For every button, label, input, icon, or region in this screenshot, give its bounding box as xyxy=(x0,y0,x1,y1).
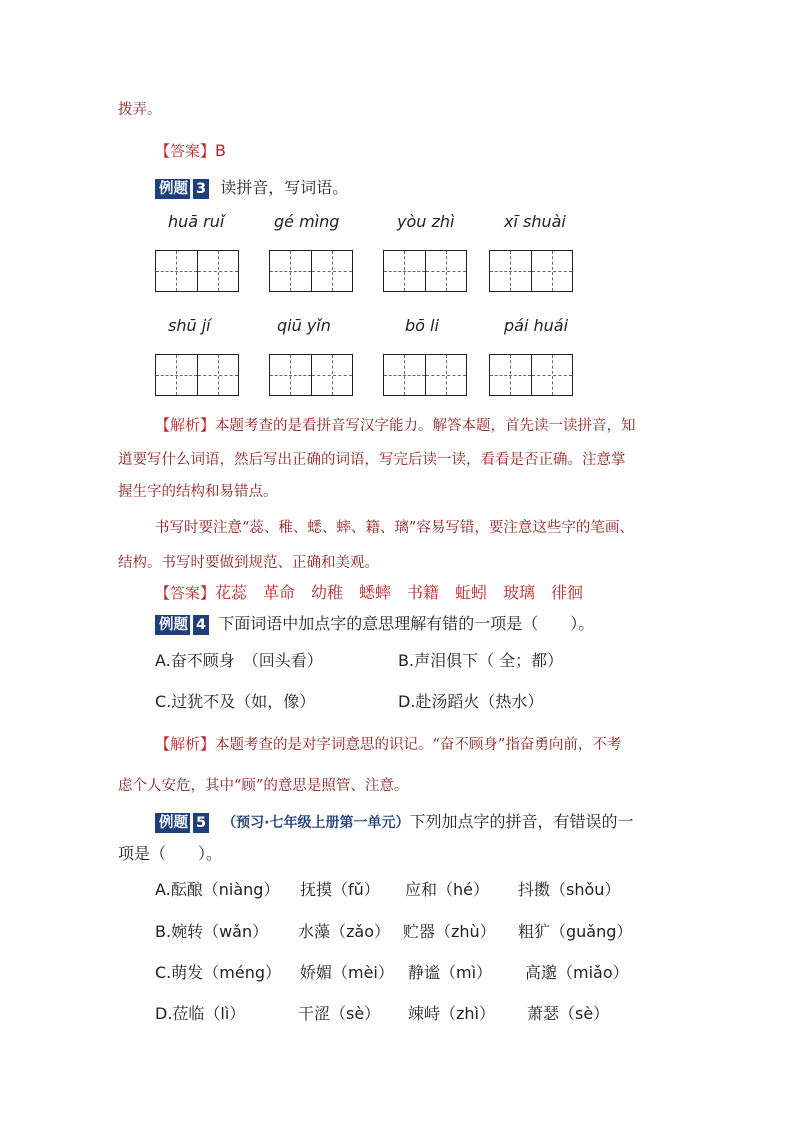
ex5-header xyxy=(155,809,634,833)
option-d-3: 竦峙（zhì） xyxy=(408,1004,495,1023)
writing-grid[interactable] xyxy=(155,354,239,396)
analysis-label: 【解析】 xyxy=(155,735,216,753)
ex3-analysis-line1: 【解析】本题考查的是看拼音写汉字能力。解答本题，首先读一读拼音，知 xyxy=(155,416,636,434)
question-text: 读拼音，写词语。 xyxy=(220,178,349,197)
answer-label: 【答案】 xyxy=(155,142,216,160)
ex4-analysis-line1: 【解析】本题考查的是对字词意思的识记。“奋不顾身”指奋勇向前，不考 xyxy=(155,735,622,753)
ex4-header xyxy=(155,611,594,635)
option-b-1[interactable]: B.婉转（wǎn） xyxy=(155,922,269,941)
ex4-analysis-line2: 虑个人安危，其中“顾”的意思是照管、注意。 xyxy=(118,778,409,794)
top-text: 拨弄。 xyxy=(118,102,162,118)
option-d-2: 干涩（sè） xyxy=(298,1004,381,1023)
option-c-2: 娇媚（mèi） xyxy=(300,963,394,982)
pinyin-7: bō li xyxy=(405,316,439,335)
option-a-3: 应和（hé） xyxy=(405,880,489,899)
option-b-4: 粗犷（guǎng） xyxy=(518,922,633,941)
writing-grid[interactable] xyxy=(269,354,353,396)
example-badge: 例题 5 xyxy=(155,813,209,833)
pinyin-1: huā ruǐ xyxy=(168,212,225,231)
option-d-1[interactable]: D.莅临（lì） xyxy=(155,1004,246,1023)
answer-label: 【答案】 xyxy=(155,584,216,602)
option-c-4: 高邈（miǎo） xyxy=(525,963,629,982)
pinyin-2: gé mìng xyxy=(274,212,340,231)
writing-grid[interactable] xyxy=(489,354,573,396)
analysis-label: 【解析】 xyxy=(155,416,216,434)
ex3-analysis-line2: 道要写什么词语，然后写出正确的词语，写完后读一读，看看是否正确。注意掌 xyxy=(118,452,626,468)
ex3-analysis-line3: 握生字的结构和易错点。 xyxy=(118,484,278,500)
question-text: 下面词语中加点字的意思理解有错的一项是（ ）。 xyxy=(218,614,595,633)
ex3-answer xyxy=(155,580,583,603)
question-text-cont: 项是（ ）。 xyxy=(118,844,223,863)
pinyin-5: shū jí xyxy=(168,316,211,335)
option-d-4: 萧瑟（sè） xyxy=(527,1004,610,1023)
answer-value: 花蕊 革命 幼稚 蟋蟀 书籍 蚯蚓 玻璃 徘徊 xyxy=(215,583,584,602)
option-a[interactable]: A.奋不顾身 （回头看） xyxy=(155,651,323,670)
option-a-2: 抚摸（fǔ） xyxy=(300,880,380,899)
answer-value: B xyxy=(215,141,226,160)
writing-grid[interactable] xyxy=(383,354,467,396)
question-text: 下列加点字的拼音，有错误的一 xyxy=(409,812,634,831)
pinyin-4: xī shuài xyxy=(504,212,566,231)
ex2-answer xyxy=(155,140,226,161)
writing-grid[interactable] xyxy=(269,250,353,292)
ex3-analysis-line4: 书写时要注意“蕊、稚、蟋、蟀、籍、璃”容易写错，要注意这些字的笔画、 xyxy=(155,520,634,536)
preview-tag: （预习·七年级上册第一单元） xyxy=(222,815,410,831)
writing-grid[interactable] xyxy=(155,250,239,292)
option-a-1[interactable]: A.酝酿（niàng） xyxy=(155,880,280,899)
example-badge: 例题 4 xyxy=(155,615,209,635)
writing-grid[interactable] xyxy=(489,250,573,292)
example-badge: 例题 3 xyxy=(155,179,209,199)
writing-grid[interactable] xyxy=(383,250,467,292)
ex3-analysis-line5: 结构。书写时要做到规范、正确和美观。 xyxy=(118,555,379,571)
option-b[interactable]: B.声泪俱下（ 全；都） xyxy=(398,651,564,670)
option-a-4: 抖擞（shǒu） xyxy=(518,880,621,899)
option-b-2: 水藻（zǎo） xyxy=(298,922,390,941)
option-c-3: 静谧（mì） xyxy=(408,963,493,982)
option-c-1[interactable]: C.萌发（méng） xyxy=(155,963,281,982)
pinyin-6: qiū yǐn xyxy=(277,316,331,335)
option-d[interactable]: D.赴汤蹈火（热水） xyxy=(398,692,544,711)
ex3-header xyxy=(155,175,348,199)
option-c[interactable]: C.过犹不及（如，像） xyxy=(155,692,316,711)
option-b-3: 贮器（zhù） xyxy=(403,922,496,941)
pinyin-8: pái huái xyxy=(504,316,569,335)
pinyin-3: yòu zhì xyxy=(397,212,455,231)
